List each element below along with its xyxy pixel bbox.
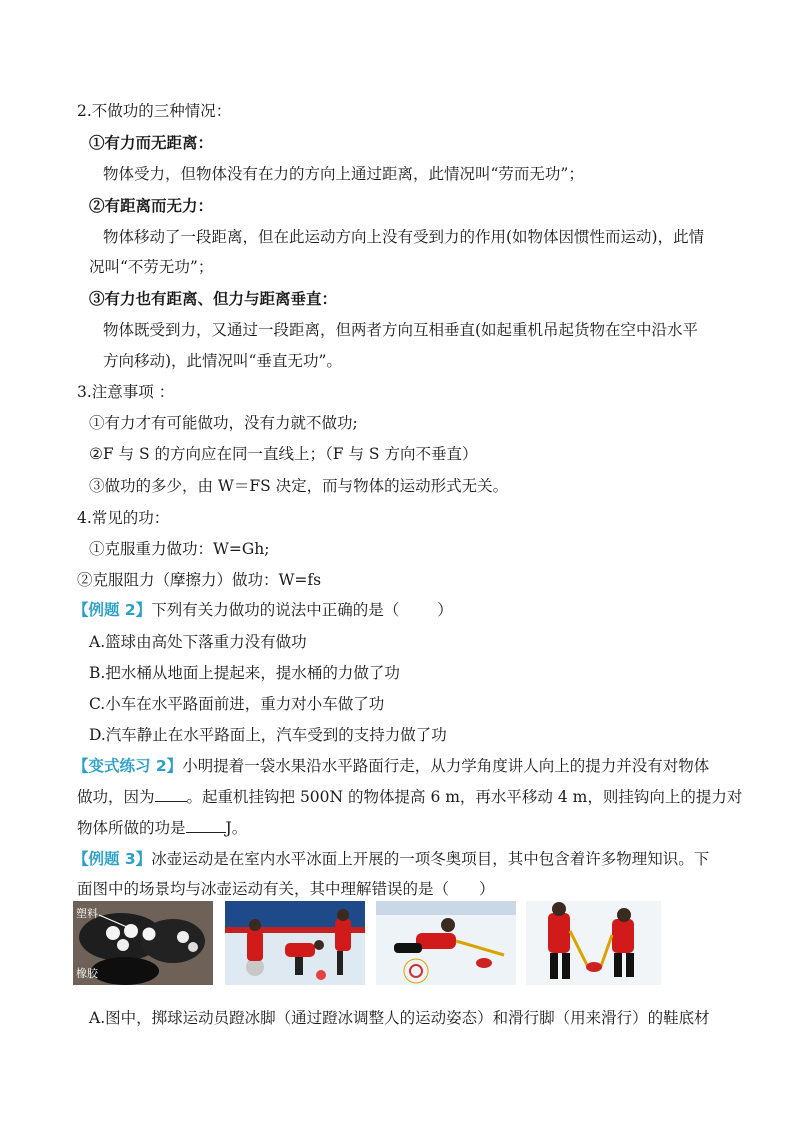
note-item-3: ③做功的多少，由 W＝FS 决定，而与物体的运动形式无关。 [89, 477, 509, 495]
example2-question [73, 600, 453, 620]
case2-text-line1: 物体移动了一段距离，但在此运动方向上没有受到力的作用(如物体因惯性而运动)，此情 [103, 228, 705, 246]
curling-sweepers-photo [526, 901, 661, 985]
variant2-tag: 【变式练习 2】 [73, 757, 183, 775]
section2-heading: 2.不做功的三种情况： [77, 102, 232, 120]
variant2-line2: 做功，因为 。起重机挂钩把 500N 的物体提高 6 m，再水平移动 4 m，则挂钩向上的提力对 [77, 788, 743, 806]
photo-label-rubber: 橡胶 [76, 967, 98, 980]
variant2-line3: 物体所做的功是 J。 [77, 819, 248, 837]
example3-tag: 【例题 3】 [73, 850, 152, 868]
case3-text-line1: 物体既受到力，又通过一段距离，但两者方向互相垂直(如起重机吊起货物在空中沿水平 [103, 321, 699, 339]
example2-option-d[interactable]: D.汽车静止在水平路面上，汽车受到的支持力做了功 [89, 726, 447, 744]
curling-throw-photo [376, 901, 516, 985]
section3-heading: 3.注意事项 ： [77, 383, 175, 401]
example3-option-a[interactable]: A.图中，掷球运动员蹬冰脚（通过蹬冰调整人的运动姿态）和滑行脚（用来滑行）的鞋底材 [89, 1009, 710, 1027]
example2-text: 下列有关力做功的说法中正确的是（ [151, 601, 400, 619]
answer-blank-2[interactable] [186, 818, 226, 833]
example3-line2: 面图中的场景均与冰壶运动有关，其中理解错误的是（ ） [77, 880, 495, 898]
case2-title: ②有距离而无力： [89, 196, 214, 215]
example2-tag: 【例题 2】 [73, 601, 152, 619]
case3-title: ③有力也有距离、但力与距离垂直： [89, 289, 338, 308]
variant2-line1: 【变式练习 2】小明提着一袋水果沿水平路面行走，从力学角度讲人向上的提力并没有对物体 [73, 757, 710, 775]
section4-heading: 4.常见的功： [77, 509, 170, 527]
photo-label-plastic: 塑料 [76, 907, 98, 920]
shoe-sole-photo [73, 901, 213, 985]
note-item-1: ①有力才有可能做功，没有力就不做功; [89, 414, 358, 432]
example3-line1: 【例题 3】冰壶运动是在室内水平冰面上开展的一项冬奥项目，其中包含着许多物理知识。下 [73, 850, 710, 868]
work-item-2: ②克服阻力（摩擦力）做功：W=fs [77, 571, 322, 589]
note-item-2: ②F 与 S 的方向应在同一直线上；（F 与 S 方向不垂直） [89, 445, 478, 463]
case3-text-line2: 方向移动)，此情况叫“垂直无功”。 [103, 352, 342, 370]
example2-option-b[interactable]: B.把水桶从地面上提起来，提水桶的力做了功 [89, 664, 400, 682]
case1-text: 物体受力，但物体没有在力的方向上通过距离，此情况叫“劳而无功”； [103, 165, 584, 183]
example2-option-a[interactable]: A.篮球由高处下落重力没有做功 [89, 633, 307, 651]
answer-blank-1[interactable] [155, 787, 187, 802]
case2-text-line2: 况叫“不劳无功”； [89, 258, 214, 276]
curling-sweep-photo [225, 901, 365, 985]
example2-option-c[interactable]: C.小车在水平路面前进，重力对小车做了功 [89, 695, 385, 713]
work-item-1: ①克服重力做功：W=Gh; [89, 540, 270, 558]
case1-title: ①有力而无距离： [89, 133, 214, 152]
example2-close: ） [437, 601, 453, 619]
